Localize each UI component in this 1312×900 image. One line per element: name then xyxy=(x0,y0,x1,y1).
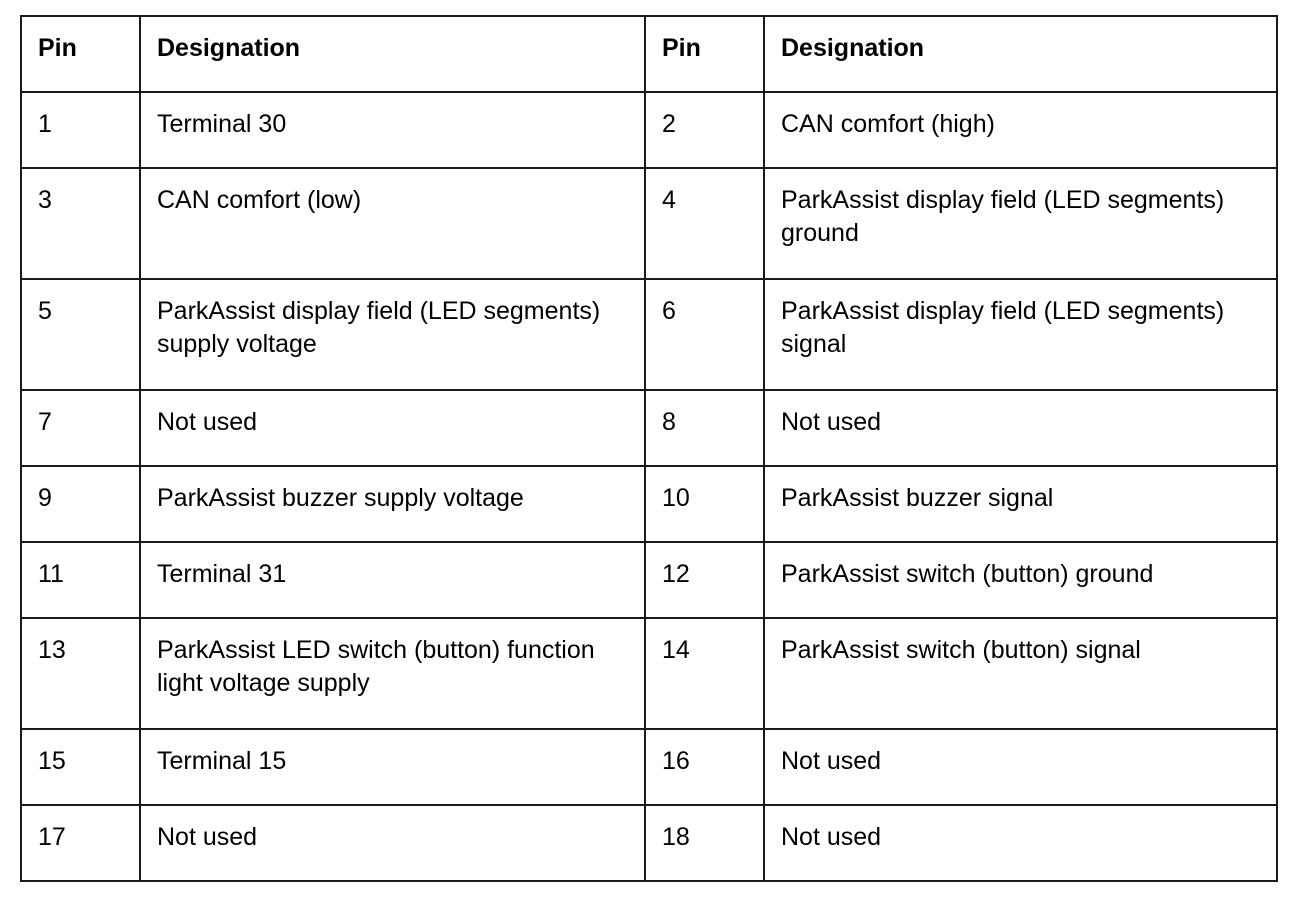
pin-cell: 9 xyxy=(21,466,140,542)
pin-cell: 4 xyxy=(645,168,764,279)
table-row xyxy=(21,390,1277,466)
designation-cell: ParkAssist buzzer supply voltage xyxy=(140,466,645,542)
designation-cell: ParkAssist switch (button) signal xyxy=(764,618,1277,729)
designation-cell: Not used xyxy=(764,805,1277,881)
designation-cell: Not used xyxy=(140,390,645,466)
table-row xyxy=(21,279,1277,390)
header-designation: Designation xyxy=(140,16,645,92)
pin-cell: 16 xyxy=(645,729,764,805)
designation-cell: CAN comfort (low) xyxy=(140,168,645,279)
designation-cell: CAN comfort (high) xyxy=(764,92,1277,168)
pin-assignment-table xyxy=(20,15,1278,882)
header-pin: Pin xyxy=(645,16,764,92)
table-row xyxy=(21,466,1277,542)
designation-cell: ParkAssist buzzer signal xyxy=(764,466,1277,542)
table-row xyxy=(21,92,1277,168)
table-row xyxy=(21,168,1277,279)
table-row xyxy=(21,729,1277,805)
designation-cell: Terminal 30 xyxy=(140,92,645,168)
header-pin: Pin xyxy=(21,16,140,92)
designation-cell: ParkAssist LED switch (button) function light voltage supply xyxy=(140,618,645,729)
pin-cell: 5 xyxy=(21,279,140,390)
pin-cell: 10 xyxy=(645,466,764,542)
designation-cell: Terminal 31 xyxy=(140,542,645,618)
pin-cell: 8 xyxy=(645,390,764,466)
pin-cell: 15 xyxy=(21,729,140,805)
pin-cell: 6 xyxy=(645,279,764,390)
designation-cell: ParkAssist switch (button) ground xyxy=(764,542,1277,618)
pin-cell: 2 xyxy=(645,92,764,168)
header-designation: Designation xyxy=(764,16,1277,92)
designation-cell: Not used xyxy=(764,729,1277,805)
designation-cell: Not used xyxy=(764,390,1277,466)
table-row xyxy=(21,542,1277,618)
pin-cell: 1 xyxy=(21,92,140,168)
pin-cell: 17 xyxy=(21,805,140,881)
designation-cell: ParkAssist display field (LED segments) signal xyxy=(764,279,1277,390)
pin-cell: 7 xyxy=(21,390,140,466)
pin-cell: 18 xyxy=(645,805,764,881)
pin-cell: 12 xyxy=(645,542,764,618)
designation-cell: ParkAssist display field (LED segments) ground xyxy=(764,168,1277,279)
designation-cell: ParkAssist display field (LED segments) supply voltage xyxy=(140,279,645,390)
pin-cell: 14 xyxy=(645,618,764,729)
pin-cell: 3 xyxy=(21,168,140,279)
table-row xyxy=(21,618,1277,729)
pin-cell: 13 xyxy=(21,618,140,729)
table-header-row xyxy=(21,16,1277,92)
pin-cell: 11 xyxy=(21,542,140,618)
designation-cell: Not used xyxy=(140,805,645,881)
designation-cell: Terminal 15 xyxy=(140,729,645,805)
table-row xyxy=(21,805,1277,881)
